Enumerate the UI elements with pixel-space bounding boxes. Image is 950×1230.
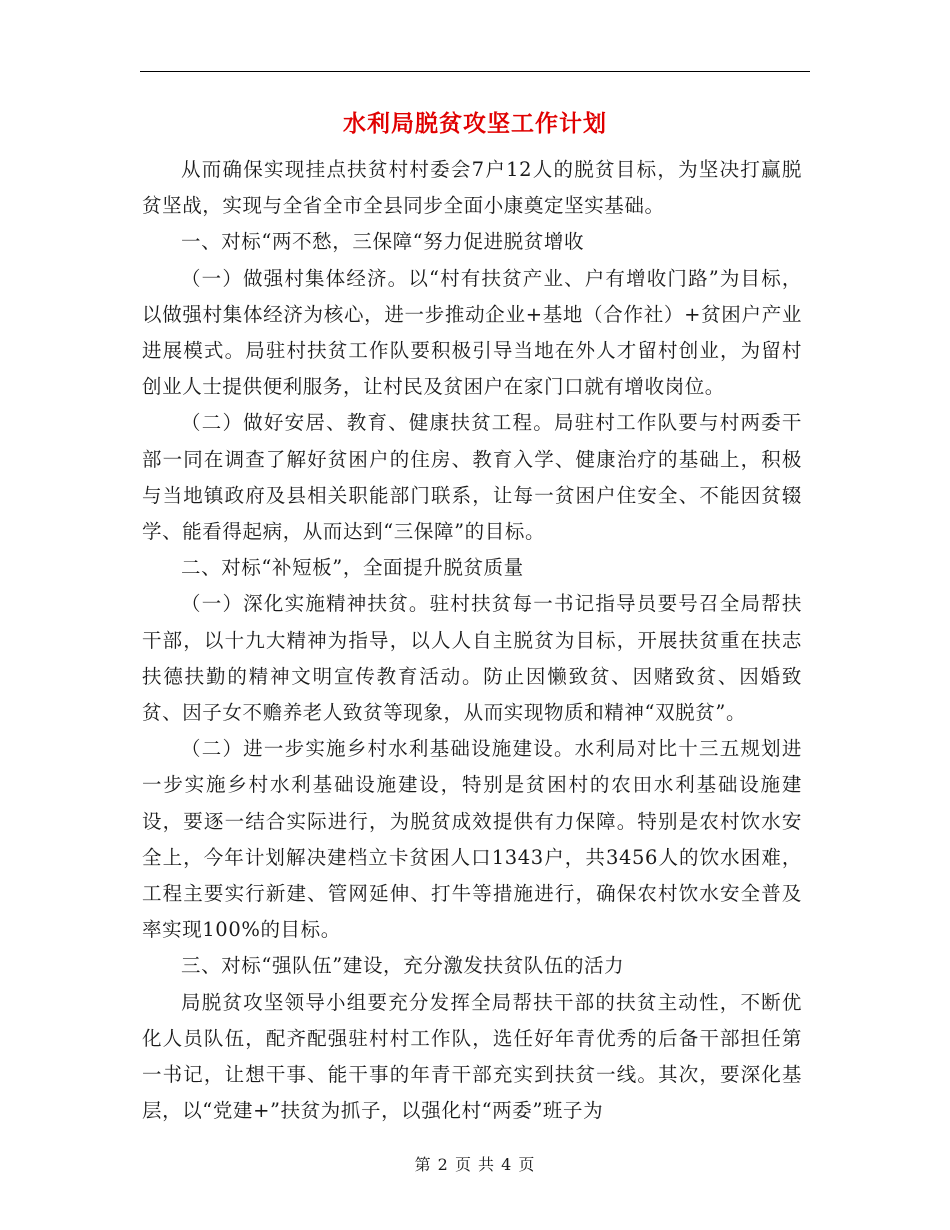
document-body xyxy=(142,152,802,1129)
paragraph-2-2: （二）进一步实施乡村水利基础设施建设。水利局对比十三五规划进一步实施乡村水利基础设施建设，特别是贫困村的农田水利基础设施建设，要逐一结合实际进行，为脱贫成效提供有力保障。特别是农村饮水安全上，今年计划解决建档立卡贫困人口1343户，共3456人的饮水困难，工程主要实行新建、管网延伸、打牛等措施进行，确保农村饮水安全普及率实现100%的目标。 xyxy=(142,737,802,942)
page-number: 第 2 页 共 4 页 xyxy=(414,1155,536,1174)
paragraph-1-2: （二）做好安居、教育、健康扶贫工程。局驻村工作队要与村两委干部一同在调查了解好贫困户的住房、教育入学、健康治疗的基础上，积极与当地镇政府及县相关职能部门联系，让每一贫困户住安全、不能因贫辍学、能看得起病，从而达到“三保障”的目标。 xyxy=(142,411,802,544)
paragraph-1-1: （一）做强村集体经济。以“村有扶贫产业、户有增收门路”为目标，以做强村集体经济为核心，进一步推动企业+基地（合作社）+贫困户产业进展模式。局驻村扶贫工作队要积极引导当地在外人才留村创业，为留村创业人士提供便利服务，让村民及贫困户在家门口就有增收岗位。 xyxy=(142,266,802,399)
heading-section-2: 二、对标“补短板”，全面提升脱贫质量 xyxy=(181,556,524,580)
paragraph-3-1: 局脱贫攻坚领导小组要充分发挥全局帮扶干部的扶贫主动性，不断优化人员队伍，配齐配强驻村村工作队，选任好年青优秀的后备干部担任第一书记，让想干事、能干事的年青干部充实到扶贫一线。其次，要深化基层，以“党建+”扶贫为抓子，以强化村“两委”班子为 xyxy=(142,990,802,1123)
paragraph-2-1: （一）深化实施精神扶贫。驻村扶贫每一书记指导员要号召全局帮扶干部，以十九大精神为指导，以人人自主脱贫为目标，开展扶贫重在扶志扶德扶勤的精神文明宣传教育活动。防止因懒致贫、因赌致贫、因婚致贫、因子女不赡养老人致贫等现象，从而实现物质和精神“双脱贫”。 xyxy=(142,592,802,725)
heading-section-3: 三、对标“强队伍”建设，充分激发扶贫队伍的活力 xyxy=(181,954,625,978)
header-rule xyxy=(140,71,810,72)
paragraph-intro: 从而确保实现挂点扶贫村村委会7户12人的脱贫目标，为坚决打赢脱贫坚战，实现与全省全市全县同步全面小康奠定坚实基础。 xyxy=(142,158,802,218)
heading-section-1: 一、对标“两不愁，三保障“努力促进脱贫增收 xyxy=(181,230,585,254)
document-title: 水利局脱贫攻坚工作计划 xyxy=(343,110,607,137)
